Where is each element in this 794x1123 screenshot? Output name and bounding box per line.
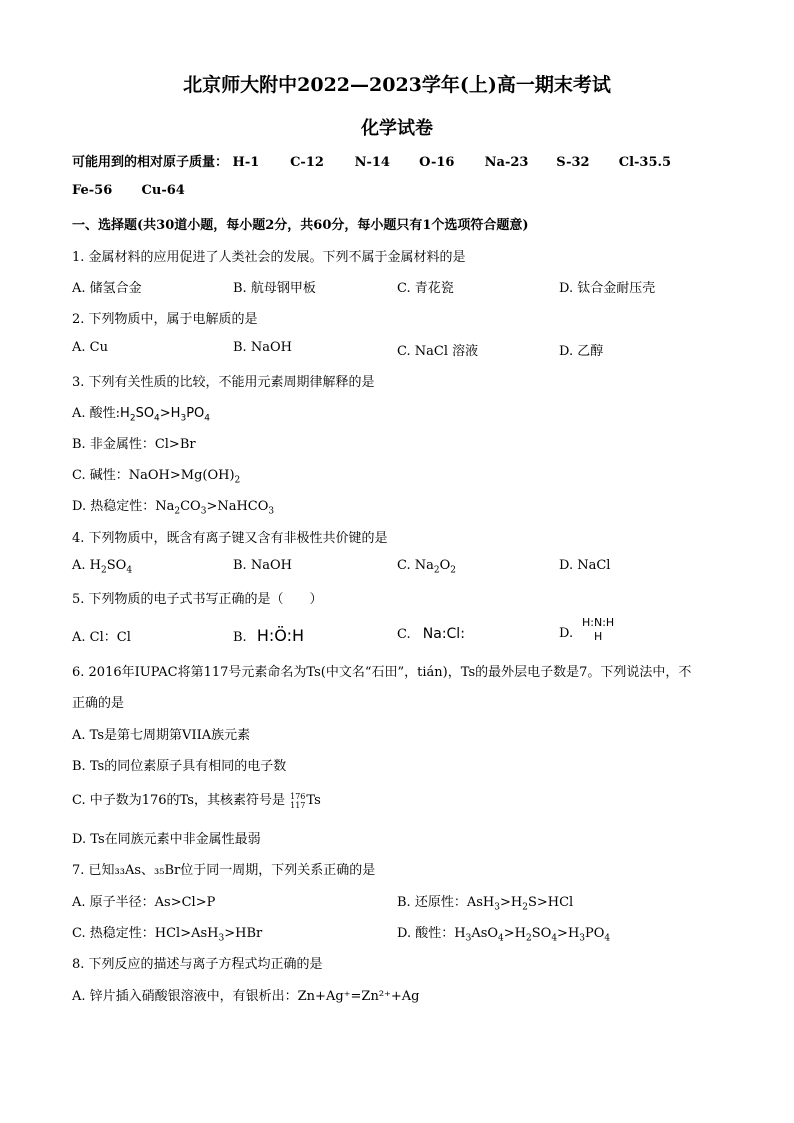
q2-option-a: A. Cu xyxy=(72,340,108,355)
q7-option-d: D. 酸性：$H_3AsO_4>H_2SO_4>H_3PO_4$ xyxy=(397,926,611,944)
mass-fe: Fe-56 xyxy=(72,183,113,198)
q1-option-b: B. 航母钢甲板 xyxy=(233,281,316,296)
atomic-masses-row2 xyxy=(72,183,185,198)
q3-option-b: B. 非金属性：Cl>Br xyxy=(72,437,196,452)
mass-h: H-1 xyxy=(232,155,260,170)
exam-subtitle: 化学试卷 xyxy=(361,118,433,139)
q7-option-a: A. 原子半径：As>Cl>P xyxy=(72,895,216,910)
q4-a-label: A. H xyxy=(72,558,101,573)
q7-b-label: B. 还原性： xyxy=(397,895,467,910)
q7-c-label: C. 热稳定性： xyxy=(72,926,155,941)
q2-option-c: C. NaCl 溶液 xyxy=(397,344,479,359)
q2-option-b: B. NaOH xyxy=(233,340,292,355)
nuclide-symbol: Ts xyxy=(306,793,321,808)
q5-option-b xyxy=(233,626,304,645)
q6-option-c xyxy=(72,789,321,810)
q3-c-label: C. 碱性：NaOH>Mg(OH) xyxy=(72,468,235,483)
question-7-stem: 7. 已知₃₃As、₃₅Br位于同一周期，下列关系正确的是 xyxy=(72,863,376,878)
mass-cl: Cl-35.5 xyxy=(618,155,672,170)
q6-option-d: D. Ts在同族元素中非金属性最弱 xyxy=(72,832,261,847)
q3-option-c: C. 碱性：$NaOH>Mg(OH)_2$ xyxy=(72,468,241,486)
exam-title: 北京师大附中2022—2023学年(上)高一期末考试 xyxy=(183,74,611,96)
q1-option-a: A. 储氢合金 xyxy=(72,281,142,296)
q4-option-b: B. NaOH xyxy=(233,558,292,573)
question-6-stem-line1: 6. 2016年IUPAC将第117号元素命名为Ts(中文名“石田”，tián)，Ts的最外层电子数是7。下列说法中，不 xyxy=(72,665,692,680)
nuclide-mass-number: 176 xyxy=(290,791,306,801)
water-electron-formula: H:Ö:H xyxy=(256,626,304,645)
question-8-stem: 8. 下列反应的描述与离子方程式均正确的是 xyxy=(72,957,323,972)
nuclide-notation xyxy=(290,792,305,810)
ammonia-bottom-h: H xyxy=(593,630,603,643)
ammonia-electron-formula xyxy=(582,617,614,642)
q5-c-label: C. xyxy=(397,627,411,642)
question-3-stem: 3. 下列有关性质的比较，不能用元素周期律解释的是 xyxy=(72,375,375,390)
ammonia-top-row: H:N:H xyxy=(582,616,615,629)
q3-option-a: A. 酸性$:H_2SO_4>H_3PO_4$ xyxy=(72,406,210,424)
q4-option-a: A. $H_2SO_4$ xyxy=(72,558,133,576)
q3-option-d: D. 热稳定性：$Na_2CO_3>NaHCO_3$ xyxy=(72,499,275,517)
q3-a-label: A. 酸性: xyxy=(72,406,121,421)
q3-d-label: D. 热稳定性： xyxy=(72,499,156,514)
question-4-stem: 4. 下列物质中，既含有离子键又含有非极性共价键的是 xyxy=(72,531,388,546)
q7-d-label: D. 酸性： xyxy=(397,926,455,941)
mass-c: C-12 xyxy=(290,155,324,170)
q5-option-d xyxy=(559,626,573,641)
atomic-masses-row1 xyxy=(72,151,671,170)
mass-cu: Cu-64 xyxy=(141,183,185,198)
sodium-chloride-electron-formula: Na:Cl: xyxy=(422,626,465,642)
section-heading: 一、选择题(共30道小题，每小题2分，共60分，每小题只有1个选项符合题意) xyxy=(72,218,529,233)
q5-option-c xyxy=(397,626,465,642)
q6-option-a: A. Ts是第七周期第VIIA族元素 xyxy=(72,728,251,743)
q6-option-b: B. Ts的同位素原子具有相同的电子数 xyxy=(72,759,287,774)
question-5-stem: 5. 下列物质的电子式书写正确的是（ ） xyxy=(72,592,323,607)
question-6-stem-line2: 正确的是 xyxy=(72,696,125,711)
mass-na: Na-23 xyxy=(484,155,529,170)
masses-prefix: 可能用到的相对原子质量： xyxy=(72,155,229,170)
q5-option-a: A. Cl：Cl xyxy=(72,630,131,645)
q8-option-a: A. 锌片插入硝酸银溶液中，有银析出：Zn+Ag⁺=Zn²⁺+Ag xyxy=(72,989,420,1004)
mass-o: O-16 xyxy=(419,155,455,170)
mass-n: N-14 xyxy=(354,155,390,170)
q2-option-d: D. 乙醇 xyxy=(559,344,604,359)
nuclide-atomic-number: 117 xyxy=(290,800,306,810)
q5-d-label: D. xyxy=(559,626,574,641)
q5-b-label: B. xyxy=(233,630,247,645)
mass-s: S-32 xyxy=(556,155,590,170)
q1-option-c: C. 青花瓷 xyxy=(397,281,454,296)
question-2-stem: 2. 下列物质中，属于电解质的是 xyxy=(72,312,258,327)
q4-c-label: C. Na xyxy=(397,558,434,573)
q6-c-label: C. 中子数为176的Ts，其核素符号是 xyxy=(72,793,285,808)
q7-option-c: C. 热稳定性：HCl>AsH$_3$>HBr xyxy=(72,926,263,944)
question-1-stem: 1. 金属材料的应用促进了人类社会的发展。下列不属于金属材料的是 xyxy=(72,250,466,265)
q4-option-d: D. NaCl xyxy=(559,558,611,573)
q1-option-d: D. 钛合金耐压壳 xyxy=(559,281,656,296)
q4-option-c: C. $Na_2O_2$ xyxy=(397,558,457,576)
q7-option-b: B. 还原性：$AsH_3>H_2S>HCl$ xyxy=(397,895,574,913)
